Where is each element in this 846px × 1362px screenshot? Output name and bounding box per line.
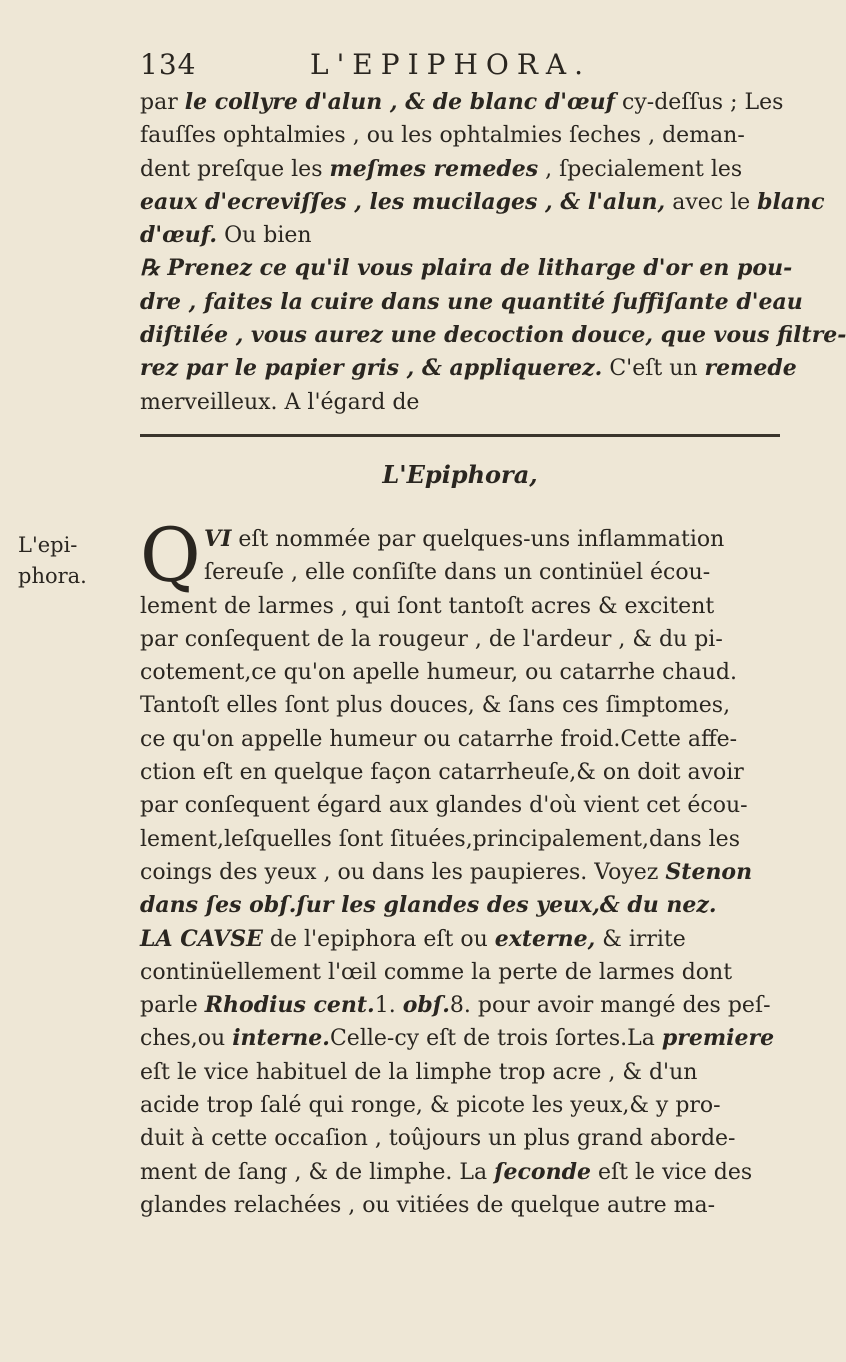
text-line [140,789,780,822]
italic-text: VI [204,526,232,552]
text-line [140,556,780,589]
text-line [140,386,780,419]
text-span: parle [140,993,205,1019]
text-span: par conſequent de la rougeur , de l'ardeur , & du pi- [140,626,723,652]
text-span: Ou bien [217,223,312,249]
italic-text: remede [704,355,797,382]
text-line [140,956,780,989]
italic-text: Stenon [665,858,753,885]
drop-cap: Q [140,513,201,599]
text-span: ction eſt en quelque façon catarrheuſe,& on doit avoir [140,760,744,786]
text-span: ches,ou [140,1026,233,1052]
text-span: ce qu'on appelle humeur ou catarrhe froid.Cette affe- [140,726,738,752]
text-span: lement de larmes , qui ſont tantoſt acres & excitent [140,593,715,619]
italic-text: dans ſes obſ.ſur les glandes des yeux,& du nez. [140,892,717,919]
text-span: par [140,90,185,115]
text-span: Tantoſt elles ſont plus douces, & ſans ces ſimptomes, [140,693,731,719]
italic-text: interne. [232,1025,330,1052]
text-span: lement,leſquelles ſont ſituées,principalement,dans les [140,826,740,852]
text-span: , ſpecialement les [538,156,743,182]
text-line [140,590,780,623]
text-line [140,923,780,956]
text-line [140,1056,780,1089]
text-span: avec le [665,189,758,215]
italic-text: obſ. [402,992,450,1019]
italic-text: le collyre d'alun , & de blanc d'œuf [184,89,616,115]
text-span: eſt nommée par quelques-uns inflammation [231,527,725,552]
text-line [140,252,793,285]
italic-text: Rhodius cent. [204,992,375,1019]
text-line [140,319,846,352]
text-span: de l'epiphora eſt ou [262,926,495,952]
italic-text: blanc [757,188,825,215]
margin-note-line: phora. [18,564,87,588]
text-span: par conſequent égard aux glandes d'où vient cet écou- [140,793,748,819]
margin-note [18,530,128,592]
text-line [140,656,780,689]
text-span: Celle-cy eſt de trois ſortes.La [329,1026,662,1052]
page-header [140,48,780,88]
text-line [140,1122,780,1155]
text-span: acide trop ſalé qui ronge, & picote les yeux,& y pro- [140,1093,721,1119]
text-span: duit à cette occaſion , toûjours un plus grand aborde- [140,1126,736,1152]
text-line [140,186,825,219]
italic-text: eaux d'ecreviſſes , les mucilages , & l'alun, [140,188,666,215]
italic-text: rez par le papier gris , & appliquerez. [140,355,603,382]
text-line [140,286,803,319]
italic-text: premiere [661,1025,775,1052]
text-line [140,1189,780,1222]
text-line [140,219,780,252]
section-title: L'Epiphora, [382,460,538,489]
text-span: ment de ſang , & de limphe. La [140,1159,495,1185]
text-line [140,989,780,1022]
italic-text: diſtilée , vous aurez une decoction douce, que vous filtre- [140,322,846,349]
running-title: L'EPIPHORA. [310,48,592,81]
text-span: dent preſque les [140,156,330,182]
italic-text: ſeconde [494,1158,591,1185]
text-line [140,86,784,119]
text-line [140,623,780,656]
text-span: 8. pour avoir mangé des peſ- [449,993,771,1019]
page-number: 134 [140,48,197,81]
italic-text: dre , faites la cuire dans une quantité ſuffiſante d'eau [140,288,803,315]
italic-text: d'œuf. [140,222,218,249]
text-line [140,756,780,789]
text-span: ſereuſe , elle conſiſte dans un continüel écou- [204,560,711,586]
top-paragraph [140,86,846,419]
italic-text: ℞ Prenez ce qu'il vous plaira de litharge d'or en pou- [140,255,793,282]
section-rule [140,434,780,437]
text-line [140,889,780,922]
text-span: glandes relachées , ou vitiées de quelque autre ma- [140,1192,716,1218]
text-span: & irrite [595,926,686,952]
text-span: coings des yeux , ou dans les paupieres. Voyez [140,859,666,885]
margin-note-line: L'epi- [18,533,78,557]
text-line [140,723,780,756]
italic-text: LA CAVSE [140,925,263,952]
text-line [140,1089,780,1122]
main-paragraph [140,513,780,1222]
text-line [140,689,780,722]
text-span: cy-deſſus ; Les [615,90,784,115]
italic-text: externe, [494,925,596,952]
text-span: 1. [374,993,403,1019]
text-line [140,352,797,385]
text-line [140,1156,780,1189]
text-line [140,823,780,856]
text-span: eſt le vice des [590,1159,753,1185]
text-span: cotement,ce qu'on apelle humeur, ou catarrhe chaud. [140,660,737,686]
italic-text: meſmes remedes [329,155,539,182]
text-span: fauſſes ophtalmies , ou les ophtalmies ſeches , deman- [140,123,745,149]
text-line [140,119,780,152]
text-line [140,523,780,556]
text-span: merveilleux. A l'égard de [140,389,420,415]
text-span: continüellement l'œil comme la perte de larmes dont [140,959,733,985]
text-line [140,856,780,889]
text-span: C'eſt un [602,356,705,382]
text-span: eſt le vice habituel de la limphe trop acre , & d'un [140,1059,698,1085]
text-line [140,153,780,186]
text-line [140,1022,780,1055]
